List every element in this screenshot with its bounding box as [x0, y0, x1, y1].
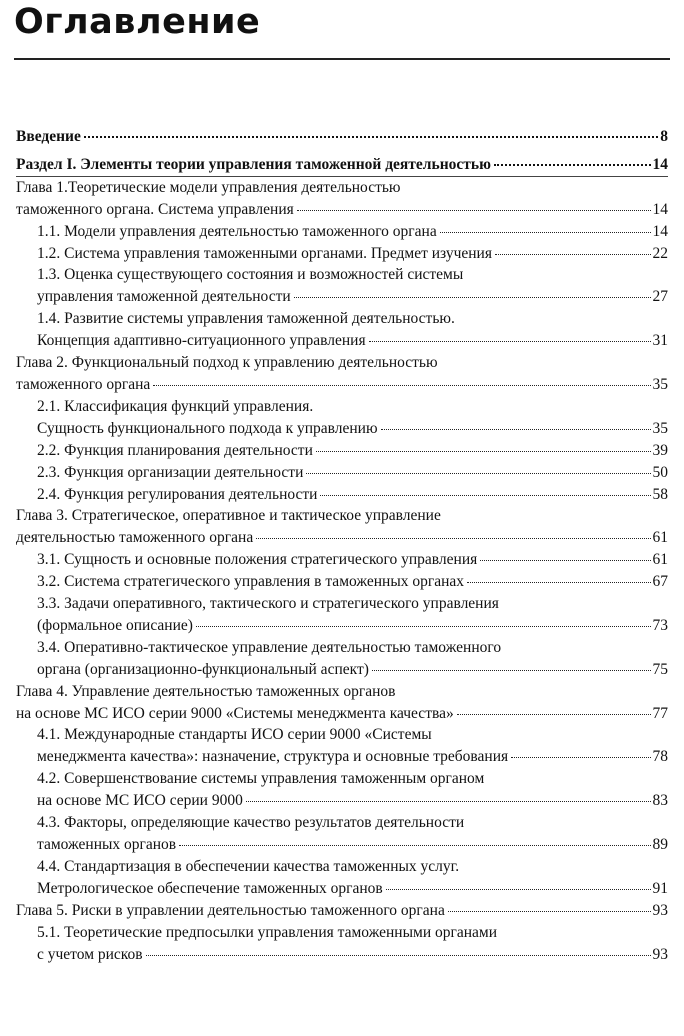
title-rule	[14, 58, 670, 60]
toc-entry-title-line: 3.1. Сущность и основные положения стратегического управления	[37, 551, 478, 569]
toc-entry-title-line: органа (организационно-функциональный аспект)	[37, 660, 369, 678]
toc-page-number: 73	[652, 616, 668, 634]
toc-entry-last-line	[37, 440, 668, 462]
toc-subsection-entry[interactable]	[16, 549, 668, 571]
toc-entry-last-line	[16, 154, 668, 176]
toc-page-number: 58	[652, 485, 668, 503]
toc-entry-last-line	[37, 330, 668, 352]
toc-page-number: 8	[660, 128, 668, 145]
toc-page-number: 14	[652, 222, 668, 240]
toc-entry-last-line	[16, 374, 668, 396]
toc-page-number: 93	[652, 945, 668, 963]
toc-entry-title-line: на основе МС ИСО серии 9000	[37, 792, 243, 810]
toc-subsection-entry[interactable]	[16, 264, 668, 308]
toc-page-number: 93	[652, 901, 668, 919]
toc-entry-last-line	[16, 126, 668, 148]
toc-entry-title-line: Глава 2. Функциональный подход к управлению деятельностью	[16, 354, 438, 372]
toc-entry-title-line: Глава 1.Теоретические модели управления деятельностью	[16, 178, 401, 196]
toc-entry-title-line: 3.4. Оперативно-тактическое управление деятельностью таможенного	[37, 638, 502, 656]
dot-leader	[84, 136, 658, 138]
toc-page-number: 91	[652, 879, 668, 897]
toc-subsection-entry[interactable]	[16, 440, 668, 462]
dot-leader	[256, 538, 650, 539]
toc-entry-last-line	[16, 900, 668, 922]
toc-entry-last-line	[37, 790, 668, 812]
toc-subsection-entry[interactable]	[16, 724, 668, 768]
toc-subsection-entry[interactable]	[16, 637, 668, 681]
toc-page-number: 14	[652, 200, 668, 218]
toc-page-number: 31	[652, 332, 668, 350]
toc-entry-last-line	[37, 286, 668, 308]
toc-page-number: 83	[652, 792, 668, 810]
toc-page-number: 35	[652, 419, 668, 437]
toc-entry-title-line: управления таможенной деятельности	[37, 288, 291, 306]
toc-subsection-entry[interactable]	[16, 571, 668, 593]
toc-subsection-entry[interactable]	[16, 812, 668, 856]
toc-entry-title-line: 2.4. Функция регулирования деятельности	[37, 485, 318, 503]
dot-leader	[297, 210, 651, 211]
toc-chapter-entry[interactable]	[16, 681, 668, 725]
toc-entry-title-line: Введение	[16, 128, 81, 145]
toc-subsection-entry[interactable]	[16, 856, 668, 900]
toc-entry-last-line	[37, 746, 668, 768]
toc-subsection-entry[interactable]	[16, 593, 668, 637]
dot-leader	[146, 955, 651, 956]
toc-entry-last-line	[16, 527, 668, 549]
toc-subsection-entry[interactable]	[16, 243, 668, 265]
toc-page-number: 75	[652, 660, 668, 678]
toc-subsection-entry[interactable]	[16, 221, 668, 243]
dot-leader	[179, 845, 650, 846]
toc-subsection-entry[interactable]	[16, 484, 668, 506]
toc-entry-last-line	[37, 221, 668, 243]
toc-entry-last-line	[16, 199, 668, 221]
toc-entry-title-line: менеджмента качества»: назначение, структура и основные требования	[37, 748, 509, 766]
toc-chapter-entry[interactable]	[16, 505, 668, 549]
toc-entry-title-line: 1.1. Модели управления деятельностью таможенного органа	[37, 222, 437, 240]
toc-entry-last-line	[37, 462, 668, 484]
dot-leader	[440, 232, 651, 233]
toc-entry-last-line	[37, 878, 668, 900]
table-of-contents	[16, 126, 668, 965]
dot-leader	[196, 626, 651, 627]
dot-leader	[153, 385, 650, 386]
toc-entry-title-line: таможенных органов	[37, 836, 177, 853]
toc-entry-title-line: 5.1. Теоретические предпосылки управления таможенными органами	[37, 923, 498, 941]
toc-page-number: 50	[652, 463, 668, 481]
dot-leader	[316, 451, 651, 452]
toc-page-number: 89	[652, 836, 668, 853]
toc-entry-title-line: Концепция адаптивно-ситуационного управления	[37, 332, 366, 350]
toc-entry-title-line: 1.3. Оценка существующего состояния и возможностей системы	[37, 266, 464, 284]
toc-page-number: 78	[652, 748, 668, 766]
dot-leader	[381, 429, 651, 430]
dot-leader	[369, 341, 651, 342]
toc-entry-title-line: деятельностью таможенного органа	[16, 529, 254, 547]
dot-leader	[494, 164, 651, 166]
toc-entry-last-line	[37, 944, 668, 966]
toc-chapter-entry[interactable]	[16, 352, 668, 396]
dot-leader	[386, 889, 651, 890]
dot-leader	[511, 757, 650, 758]
dot-leader	[495, 254, 651, 255]
toc-page-number: 67	[652, 573, 668, 591]
toc-entry-last-line	[37, 484, 668, 506]
toc-page-number: 39	[652, 441, 668, 459]
toc-entry-title-line: Глава 3. Стратегическое, оперативное и тактическое управление	[16, 507, 441, 525]
toc-entry-title-line: 1.2. Система управления таможенными органами. Предмет изучения	[37, 244, 492, 262]
toc-entry-title-line: 4.3. Факторы, определяющие качество результатов деятельности	[37, 814, 465, 832]
toc-entry-title-line: с учетом рисков	[37, 945, 143, 963]
toc-page-number: 61	[652, 551, 668, 569]
toc-entry-title-line: Сущность функционального подхода к управлению	[37, 419, 378, 437]
toc-subsection-entry[interactable]	[16, 768, 668, 812]
toc-entry-title-line: на основе МС ИСО серии 9000 «Системы менеджмента качества»	[16, 704, 454, 722]
toc-page-number: 27	[652, 288, 668, 306]
toc-entry-title-line: Глава 4. Управление деятельностью таможенных органов	[16, 682, 396, 700]
toc-entry-title-line: 2.1. Классификация функций управления.	[37, 397, 314, 415]
toc-entry-last-line	[37, 243, 668, 265]
dot-leader	[306, 473, 650, 474]
dot-leader	[480, 560, 650, 561]
toc-entry-title-line: Метрологическое обеспечение таможенных органов	[37, 879, 383, 897]
dot-leader	[448, 911, 651, 912]
toc-page-number: 61	[652, 529, 668, 547]
toc-entry-last-line	[37, 615, 668, 637]
toc-entry-title-line: 4.2. Совершенствование системы управления таможенным органом	[37, 770, 485, 788]
toc-subsection-entry[interactable]	[16, 922, 668, 966]
toc-entry-title-line: 3.2. Система стратегического управления в таможенных органах	[37, 573, 465, 591]
page-title: Оглавление	[14, 2, 261, 42]
toc-subsection-entry[interactable]	[16, 396, 668, 440]
dot-leader	[320, 495, 650, 496]
dot-leader	[246, 801, 651, 802]
toc-entry-last-line	[37, 571, 668, 593]
toc-chapter-entry[interactable]	[16, 900, 668, 922]
toc-entry-title-line: Раздел I. Элементы теории управления таможенной деятельностью	[16, 155, 491, 173]
toc-entry-title-line: 4.4. Стандартизация в обеспечении качества таможенных услуг.	[37, 857, 460, 875]
dot-leader	[372, 670, 651, 671]
toc-entry-title-line: 3.3. Задачи оперативного, тактического и стратегического управления	[37, 595, 499, 613]
dot-leader	[294, 297, 651, 298]
toc-section-entry[interactable]	[16, 154, 668, 176]
dot-leader	[467, 582, 650, 583]
toc-section-entry[interactable]	[16, 126, 668, 148]
toc-page-number: 35	[652, 375, 668, 393]
toc-entry-last-line	[37, 549, 668, 571]
toc-entry-title-line: 2.3. Функция организации деятельности	[37, 463, 304, 481]
dot-leader	[457, 714, 651, 715]
toc-entry-title-line: Глава 5. Риски в управлении деятельностью таможенного органа	[16, 901, 445, 919]
toc-page-number: 77	[652, 704, 668, 722]
toc-chapter-entry[interactable]	[16, 177, 668, 221]
toc-entry-last-line	[37, 418, 668, 440]
toc-page-number: 14	[652, 155, 668, 173]
toc-subsection-entry[interactable]	[16, 308, 668, 352]
toc-entry-title-line: таможенного органа. Система управления	[16, 200, 294, 218]
toc-subsection-entry[interactable]	[16, 462, 668, 484]
toc-entry-title-line: 1.4. Развитие системы управления таможенной деятельностью.	[37, 310, 455, 328]
toc-entry-last-line	[16, 703, 668, 725]
toc-entry-title-line: (формальное описание)	[37, 616, 193, 634]
toc-page-number: 22	[652, 244, 668, 262]
toc-entry-title-line: 4.1. Международные стандарты ИСО серии 9000 «Системы	[37, 726, 432, 744]
toc-entry-title-line: таможенного органа	[16, 375, 151, 393]
toc-entry-title-line: 2.2. Функция планирования деятельности	[37, 441, 313, 459]
toc-entry-last-line	[37, 659, 668, 681]
toc-entry-last-line	[37, 834, 668, 856]
